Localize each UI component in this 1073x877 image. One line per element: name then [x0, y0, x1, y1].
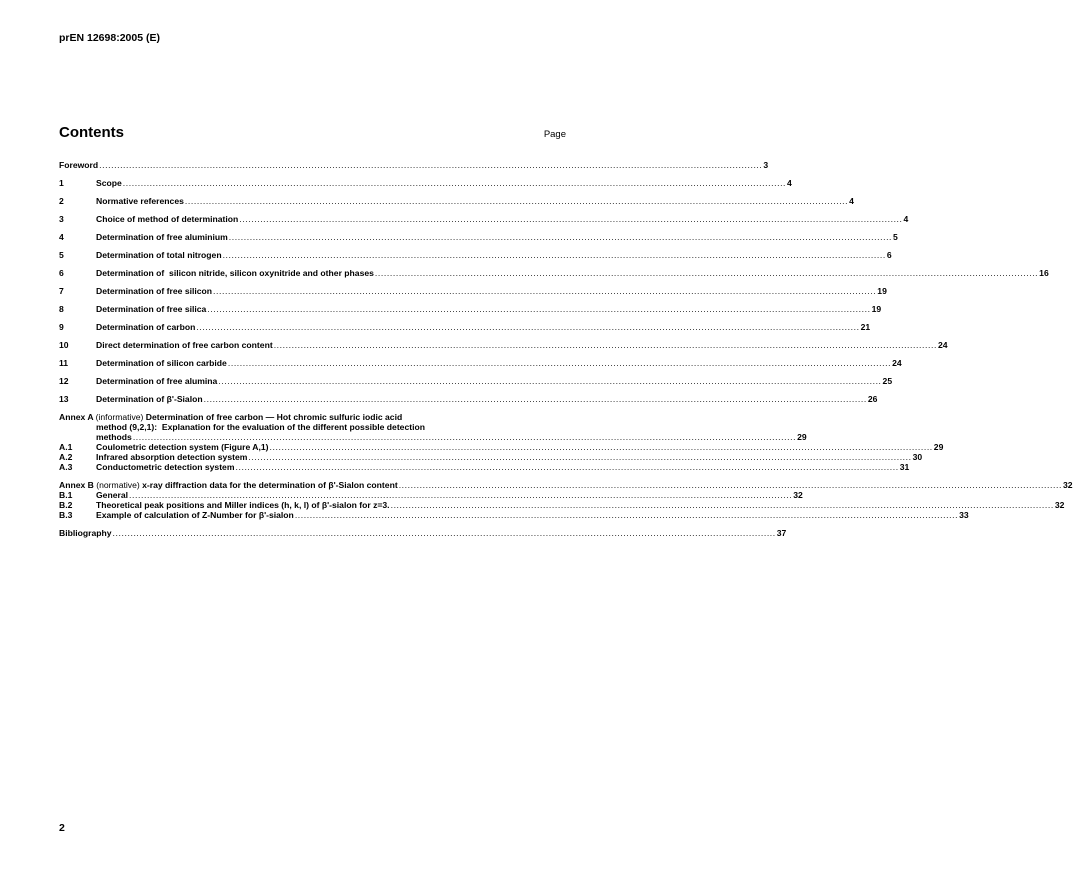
- toc-entry-annex-b-3[interactable]: [59, 510, 969, 520]
- toc-entry-title: Determination of β'-Sialon: [96, 394, 203, 404]
- toc-entry-section-7[interactable]: [59, 286, 887, 296]
- toc-entry-number: 4: [59, 232, 64, 242]
- contents-title: Contents: [59, 124, 124, 141]
- toc-entry-page: 32: [1062, 480, 1073, 490]
- toc-entry-title: Choice of method of determination: [96, 214, 239, 224]
- toc-entry-number: 3: [59, 214, 64, 224]
- toc-entry-number: A.1: [59, 442, 73, 452]
- toc-entry-page: 5: [893, 232, 898, 242]
- annex-title: x-ray diffraction data for the determination of β'-Sialon content: [139, 480, 398, 490]
- toc-entry-page: 16: [1039, 268, 1049, 278]
- toc-entry-title: General: [96, 490, 129, 500]
- toc-entry-title: Bibliography: [59, 528, 112, 538]
- toc-entry-number: 9: [59, 322, 64, 332]
- toc-entry-section-1[interactable]: [59, 178, 792, 188]
- toc-entry-title: Foreword: [59, 160, 99, 170]
- toc-leader-dots: [207, 304, 870, 314]
- toc-entry-number: 2: [59, 196, 64, 206]
- toc-entry-title: Conductometric detection system: [96, 462, 235, 472]
- toc-entry-section-2[interactable]: [59, 196, 854, 206]
- toc-entry-number: 7: [59, 286, 64, 296]
- toc-entry-title: Infrared absorption detection system: [96, 452, 248, 462]
- toc-entry-page: 19: [877, 286, 887, 296]
- toc-entry-title: Example of calculation of Z-Number for β'-sialon: [96, 510, 294, 520]
- toc-entry-number: B.1: [59, 490, 73, 500]
- toc-entry-section-8[interactable]: [59, 304, 882, 314]
- toc-entry-number: 12: [59, 376, 69, 386]
- toc-leader-dots: [223, 250, 886, 260]
- toc-leader-dots: [248, 452, 911, 462]
- toc-leader-dots: [123, 178, 786, 188]
- toc-leader-dots: [270, 442, 933, 452]
- toc-entry-number: 1: [59, 178, 64, 188]
- toc-entry-number: 10: [59, 340, 69, 350]
- toc-entry-title: Determination of silicon nitride, silicon oxynitride and other phases: [96, 268, 374, 278]
- toc-entry-page: 4: [787, 178, 792, 188]
- toc-entry-page: 32: [793, 490, 803, 500]
- annex-designation: (normative): [96, 480, 140, 490]
- toc-leader-dots: [391, 500, 1054, 510]
- toc-entry-title: Coulometric detection system (Figure A,1): [96, 442, 269, 452]
- toc-entry-page: 31: [899, 462, 910, 472]
- toc-entry-bibliography[interactable]: [59, 528, 787, 538]
- toc-entry-page: 25: [882, 376, 893, 386]
- toc-entry-annex-a-2[interactable]: [59, 452, 923, 462]
- toc-entry-number: B.2: [59, 500, 73, 510]
- toc-entry-title: Theoretical peak positions and Miller indices (h, k, l) of β'-sialon for z=3.: [96, 500, 390, 510]
- toc-leader-dots: [196, 322, 859, 332]
- toc-entry-number: 8: [59, 304, 64, 314]
- annex-title-line-2: method (9,2,1): Explanation for the evaluation of the different possible detection: [96, 422, 425, 432]
- toc-leader-dots: [99, 160, 762, 170]
- toc-entry-annex-b-2[interactable]: [59, 500, 1065, 510]
- toc-entry-page: 19: [871, 304, 882, 314]
- annex-label: Annex B: [59, 480, 94, 490]
- toc-entry-section-9[interactable]: [59, 322, 871, 332]
- toc-entry-title: Normative references: [96, 196, 184, 206]
- toc-entry-number: 11: [59, 358, 69, 368]
- toc-leader-dots: [204, 394, 867, 404]
- annex-title-line-3: methods: [96, 432, 132, 442]
- toc-entry-title: Determination of free silicon: [96, 286, 213, 296]
- toc-entry-foreword[interactable]: [59, 160, 769, 170]
- toc-entry-section-13[interactable]: [59, 394, 878, 404]
- toc-leader-dots: [133, 432, 796, 442]
- toc-entry-section-10[interactable]: [59, 340, 948, 350]
- toc-entry-page: 4: [903, 214, 909, 224]
- toc-entry-page: 29: [933, 442, 944, 452]
- toc-entry-page: 3: [763, 160, 769, 170]
- toc-entry-number: A.2: [59, 452, 73, 462]
- toc-leader-dots: [399, 480, 1062, 490]
- toc-entry-page: 4: [849, 196, 854, 206]
- toc-entry-number: A.3: [59, 462, 73, 472]
- toc-entry-title: Direct determination of free carbon content: [96, 340, 273, 350]
- toc-leader-dots: [235, 462, 898, 472]
- toc-entry-page: 37: [776, 528, 787, 538]
- toc-entry-page: 6: [886, 250, 892, 260]
- toc-entry-title: Determination of carbon: [96, 322, 196, 332]
- toc-entry-page: 21: [860, 322, 871, 332]
- toc-entry-section-12[interactable]: [59, 376, 893, 386]
- table-of-contents: [59, 160, 1073, 538]
- toc-entry-title: Determination of free alumina: [96, 376, 218, 386]
- toc-entry-title: Determination of silicon carbide: [96, 358, 227, 368]
- toc-leader-dots: [213, 286, 876, 296]
- annex-title-line-1: Determination of free carbon — Hot chromic sulfuric iodic acid: [143, 412, 403, 422]
- toc-leader-dots: [274, 340, 937, 350]
- page-column-label: Page: [543, 129, 566, 140]
- toc-entry-annex-b-1[interactable]: [59, 490, 803, 500]
- toc-entry-section-11[interactable]: [59, 358, 902, 368]
- toc-entry-annex-a[interactable]: [59, 412, 807, 442]
- toc-leader-dots: [239, 214, 902, 224]
- toc-entry-annex-b[interactable]: [59, 480, 1073, 490]
- toc-entry-number: B.3: [59, 510, 73, 520]
- toc-entry-number: 6: [59, 268, 64, 278]
- toc-leader-dots: [229, 232, 892, 242]
- toc-entry-section-3[interactable]: [59, 214, 909, 224]
- toc-entry-title: Determination of total nitrogen: [96, 250, 222, 260]
- toc-entry-section-6[interactable]: [59, 268, 1049, 278]
- toc-entry-page: 33: [959, 510, 969, 520]
- toc-entry-title: Determination of free silica: [96, 304, 207, 314]
- toc-leader-dots: [375, 268, 1038, 278]
- toc-entry-title: Scope: [96, 178, 122, 188]
- toc-leader-dots: [218, 376, 881, 386]
- toc-entry-annex-a-3[interactable]: [59, 462, 910, 472]
- toc-entry-page: 24: [937, 340, 948, 350]
- page-number: 2: [59, 822, 65, 834]
- toc-leader-dots: [185, 196, 848, 206]
- toc-leader-dots: [295, 510, 958, 520]
- annex-designation: (informative): [95, 412, 144, 422]
- toc-entry-title: Determination of free aluminium: [96, 232, 228, 242]
- toc-entry-section-4[interactable]: [59, 232, 898, 242]
- toc-entry-page: 32: [1054, 500, 1065, 510]
- toc-entry-number: 13: [59, 394, 69, 404]
- toc-leader-dots: [228, 358, 891, 368]
- toc-leader-dots: [129, 490, 792, 500]
- toc-entry-page: 26: [867, 394, 878, 404]
- toc-entry-page: 30: [912, 452, 923, 462]
- document-header: prEN 12698:2005 (E): [59, 32, 160, 44]
- annex-label: Annex A: [59, 412, 94, 422]
- toc-entry-page: 29: [797, 432, 807, 442]
- toc-leader-dots: [113, 528, 776, 538]
- toc-entry-section-5[interactable]: [59, 250, 892, 260]
- toc-entry-page: 24: [892, 358, 902, 368]
- toc-entry-number: 5: [59, 250, 64, 260]
- toc-entry-annex-a-1[interactable]: [59, 442, 944, 452]
